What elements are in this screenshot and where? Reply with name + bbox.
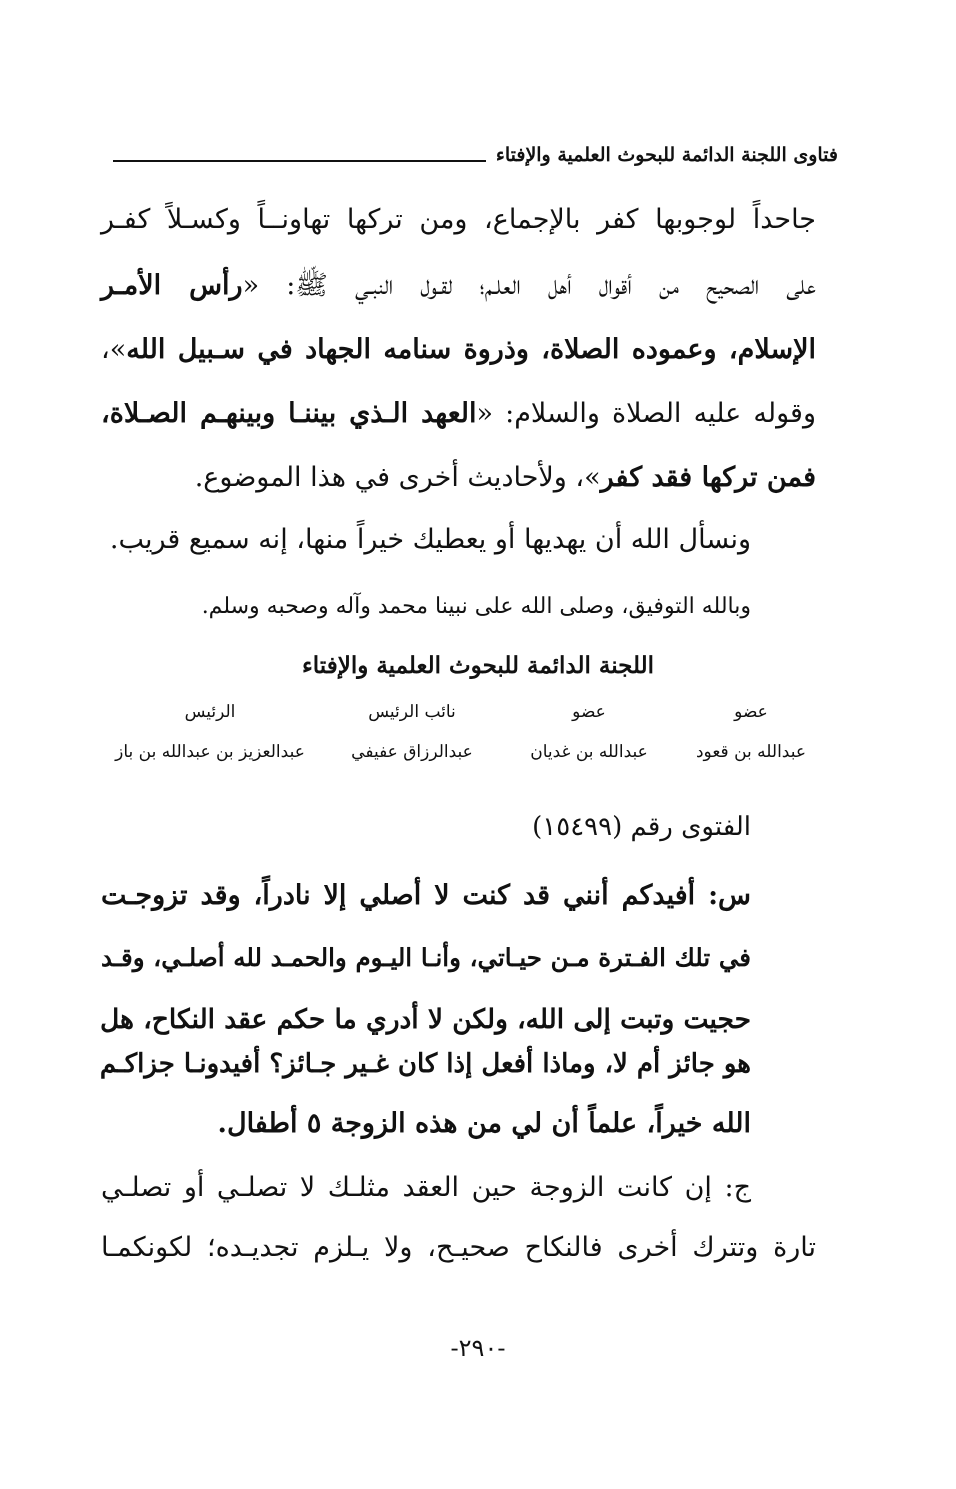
question-line1: س: أفيدكم أنني قد كنت لا أصلي إلا نادراً، وقد تزوجـت: [101, 880, 751, 911]
paragraph1-line5: فمن تركها فقد كفر»، ولأحاديث أخرى في هذا الموضوع.: [194, 462, 816, 493]
role-president: الرئيس: [184, 702, 236, 722]
role-member-1: عضو: [734, 702, 768, 722]
question-line5: الله خيراً، علماً أن لي من هذه الزوجة ٥ أطفال.: [217, 1108, 751, 1139]
closing-line: وبالله التوفيق، وصلى الله على نبينا محمد وآله وصحبه وسلم.: [201, 594, 751, 619]
running-header: [113, 138, 838, 172]
question-line4: هو جائز أم لا، وماذا أفعل إذا كان غـير جـائز؟ أفيدونـا جزاكـم: [99, 1049, 751, 1079]
header-rule: [113, 160, 486, 162]
role-member-2: عضو: [572, 702, 606, 722]
hadith-text: رأس الأمـر: [101, 270, 243, 301]
name-member-2: عبدالله بن غديان: [530, 742, 648, 762]
paragraph1-line4: وقوله عليه الصلاة والسلام: «العهد الـذي بيننـا وبينهـم الصـلاة،: [101, 398, 816, 429]
page-number: -٢٩٠-: [450, 1334, 506, 1362]
answer-line1: ج: إن كانت الزوجة حين العقد مثلـك لا تصلـي أو تصلـي: [101, 1172, 751, 1203]
name-member-1: عبدالله بن قعود: [695, 742, 806, 762]
paragraph1-line2: على الصحيح من أقوال أهل العلـم؛ لقـول النبـي ﷺ: «رأس الأمـر: [101, 270, 816, 301]
hadith-text: العهد الـذي بيننـا وبينهـم الصـلاة،: [101, 398, 477, 429]
dua-line: ونسأل الله أن يهديها أو يعطيك خيراً منها، إنه سميع قريب.: [109, 524, 751, 555]
name-president: عبدالعزيز بن عبدالله بن باز: [115, 742, 305, 762]
committee-name: اللجنة الدائمة للبحوث العلمية والإفتاء: [301, 652, 655, 679]
name-vice-president: عبدالرزاق عفيفي: [351, 742, 473, 762]
fatwa-number: الفتوى رقم (١٥٤٩٩): [532, 812, 751, 842]
paragraph1-line3: الإسلام، وعموده الصلاة، وذروة سنامه الجهاد في سـبيل الله»،: [101, 334, 816, 365]
role-vice-president: نائب الرئيس: [368, 702, 456, 722]
hadith-text: فمن تركها فقد كفر: [600, 462, 816, 493]
signatory-names: [105, 742, 816, 770]
hadith-text: الإسلام، وعموده الصلاة، وذروة سنامه الجهاد في سـبيل الله: [126, 334, 816, 365]
question-line2: في تلك الفـترة مـن حيـاتي، وأنـا اليـوم والحمـد لله أصلـي، وقـد: [101, 943, 751, 972]
running-header-title: فتاوى اللجنة الدائمة للبحوث العلمية والإفتاء: [495, 144, 838, 166]
question-line3: حجيت وتبت إلى الله، ولكن لا أدري ما حكم عقد النكاح، هل: [99, 1004, 751, 1035]
paragraph1-line1: جاحداً لوجوبها كفر بالإجماع، ومن تركها تهاونــاً وكسـلاً كفـر: [101, 204, 816, 235]
signatory-roles: [105, 702, 816, 730]
answer-line2: تارة وتترك أخرى فالنكاح صحيـح، ولا يـلزم تجديـده؛ لكونكمـا: [101, 1232, 816, 1263]
